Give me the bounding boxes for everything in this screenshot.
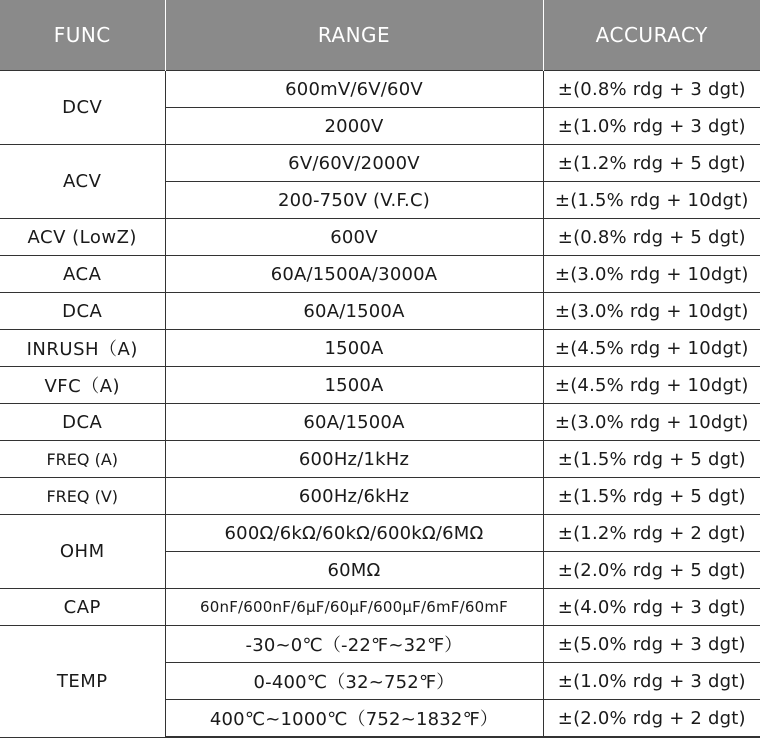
func-cell: FREQ (A) [0,441,165,478]
func-cell: DCA [0,404,165,441]
table-row [0,219,760,256]
accuracy-cell: ±(5.0% rdg + 3 dgt) [543,626,760,663]
range-cell: 1500A [165,330,543,367]
range-cell: 600Hz/6kHz [165,478,543,515]
table-row [0,626,760,663]
range-cell: 1500A [165,367,543,404]
accuracy-cell: ±(1.2% rdg + 2 dgt) [543,515,760,552]
header-row [0,0,760,71]
range-cell: 2000V [165,108,543,145]
func-cell: DCA [0,293,165,330]
range-cell: -30~0℃（-22℉~32℉） [165,626,543,663]
table-row [0,145,760,182]
accuracy-cell: ±(1.5% rdg + 10dgt) [543,182,760,219]
accuracy-cell: ±(1.5% rdg + 5 dgt) [543,441,760,478]
accuracy-cell: ±(1.0% rdg + 3 dgt) [543,108,760,145]
func-cell: INRUSH（A) [0,330,165,367]
table-row [0,71,760,108]
accuracy-cell: ±(0.8% rdg + 3 dgt) [543,71,760,108]
func-cell: ACA [0,256,165,293]
range-cell: 60A/1500A [165,293,543,330]
table-row [0,589,760,626]
range-cell: 600Hz/1kHz [165,441,543,478]
accuracy-cell: ±(2.0% rdg + 5 dgt) [543,552,760,589]
func-cell: TEMP [0,626,165,738]
table-row [0,256,760,293]
accuracy-cell: ±(1.2% rdg + 5 dgt) [543,145,760,182]
range-cell: 60A/1500A/3000A [165,256,543,293]
accuracy-cell: ±(1.0% rdg + 3 dgt) [543,663,760,700]
table-row [0,367,760,404]
func-cell: DCV [0,71,165,145]
range-cell: 60A/1500A [165,404,543,441]
accuracy-cell: ±(3.0% rdg + 10dgt) [543,256,760,293]
accuracy-cell: ±(4.0% rdg + 3 dgt) [543,589,760,626]
accuracy-cell: ±(4.5% rdg + 10dgt) [543,367,760,404]
accuracy-cell: ±(3.0% rdg + 10dgt) [543,293,760,330]
table-row [0,515,760,552]
table-row [0,330,760,367]
func-cell: FREQ (V) [0,478,165,515]
range-cell: 60MΩ [165,552,543,589]
range-cell: 600Ω/6kΩ/60kΩ/600kΩ/6MΩ [165,515,543,552]
range-cell: 6V/60V/2000V [165,145,543,182]
func-cell: VFC（A) [0,367,165,404]
table-row [0,404,760,441]
accuracy-cell: ±(3.0% rdg + 10dgt) [543,404,760,441]
accuracy-cell: ±(1.5% rdg + 5 dgt) [543,478,760,515]
table-row [0,478,760,515]
range-cell: 600V [165,219,543,256]
accuracy-cell: ±(4.5% rdg + 10dgt) [543,330,760,367]
func-cell: ACV (LowZ) [0,219,165,256]
range-cell: 60nF/600nF/6μF/60μF/600μF/6mF/60mF [165,589,543,626]
range-cell: 400℃~1000℃（752~1832℉） [165,700,543,738]
header-accuracy: ACCURACY [543,0,760,71]
range-cell: 600mV/6V/60V [165,71,543,108]
func-cell: OHM [0,515,165,589]
accuracy-cell: ±(2.0% rdg + 2 dgt) [543,700,760,738]
range-cell: 200-750V (V.F.C) [165,182,543,219]
header-func: FUNC [0,0,165,71]
header-range: RANGE [165,0,543,71]
table-row [0,441,760,478]
func-cell: CAP [0,589,165,626]
table-row [0,293,760,330]
range-cell: 0-400℃（32~752℉） [165,663,543,700]
func-cell: ACV [0,145,165,219]
accuracy-cell: ±(0.8% rdg + 5 dgt) [543,219,760,256]
